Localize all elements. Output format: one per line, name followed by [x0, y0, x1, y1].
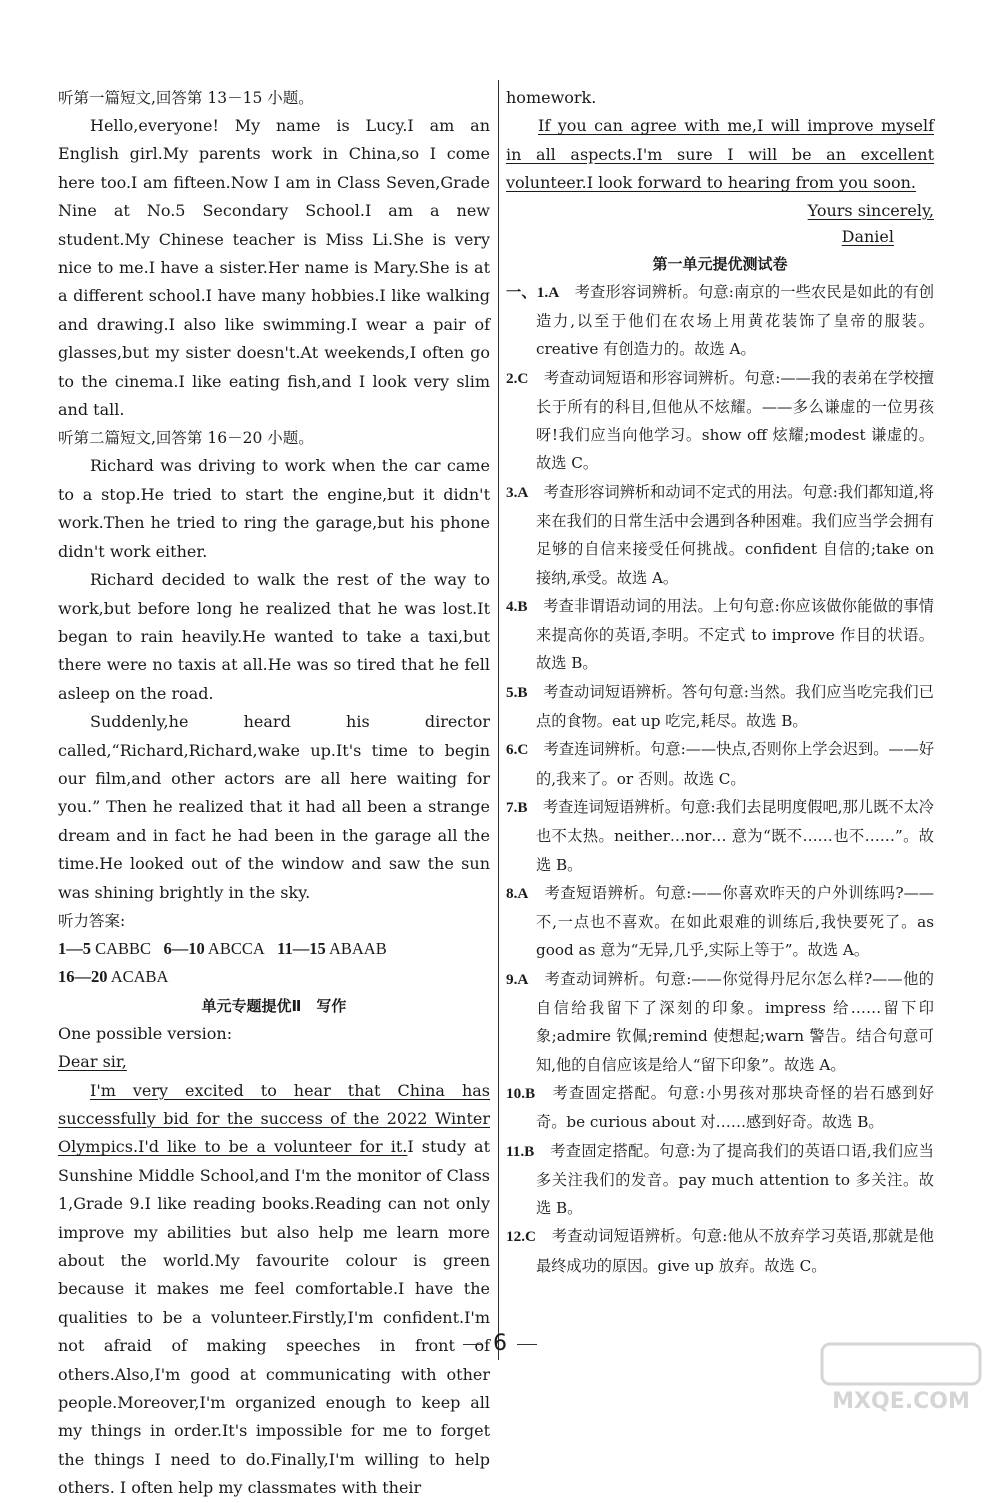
- section-title: 单元专题提优Ⅱ 写作: [201, 996, 347, 1015]
- question-number: 10.: [506, 1084, 525, 1102]
- letter-body-text: I study at Sunshine Middle School,and I'm the monitor of Class 1,Grade 9.I like reading books.Reading can not only improve my abilities but also help me learn more about the world.My favourite colour is green because it makes me feel comfortable.I have the qualities to be a volunteer.Firstly,I'm confident.I'm not afraid of making speeches in front of others.Also,I'm good at communicating with other people.Moreover,I'm organized enough to keep all my things in order.It's impossible for me to forget the things I need to do.Finally,I'm willing to help others. I often help my classmates with their: [58, 1137, 490, 1498]
- heading-passage-1: 听第一篇短文,回答第 13－15 小题。: [58, 89, 314, 107]
- explanation-text: 考查连词短语辨析。句意:我们去昆明度假吧,那儿既不太冷也不太热。neither…nor… 意为“既不……也不……”。故选 B。: [536, 797, 934, 874]
- page-number-text: 6: [493, 1331, 507, 1356]
- explanation-text: 考查形容词辨析。句意:南京的一些农民是如此的有创造力,以至于他们在农场上用黄花装饰了皇帝的服装。creative 有创造力的。故选 A。: [536, 282, 934, 359]
- passage-2-paragraph-2: Richard decided to walk the rest of the way to work,but before long he realized that he was lost.It began to rain heavily.He wanted to take a taxi,but there were no taxis at all.He was so tired that he fell asleep on the road.: [58, 570, 490, 703]
- explanation-item: [506, 965, 934, 1079]
- question-number: 3.: [506, 483, 518, 501]
- explanation-item: [506, 678, 934, 736]
- signer: [506, 224, 934, 250]
- answers-label: 听力答案:: [58, 911, 126, 930]
- question-number: 8.: [506, 884, 518, 902]
- question-answer: A: [517, 970, 529, 988]
- question-answer: B: [517, 597, 528, 615]
- explanation-text: 考查形容词辨析和动词不定式的用法。句意:我们都知道,将来在我们的日常生活中会遇到各种困难。我们应当学会拥有足够的自信来接受任何挑战。confident 自信的;take on 接纳,承受。故选 A。: [536, 482, 934, 587]
- explanation-item: [506, 592, 934, 678]
- explanation-text: 考查非谓语动词的用法。上句句意:你应该做你能做的事情来提高你的英语,李明。不定式 to improve 作目的状语。故选 B。: [536, 596, 934, 673]
- answer-key: ABCCA: [207, 938, 265, 958]
- question-answer: C: [517, 369, 529, 387]
- question-answer: C: [524, 1228, 536, 1246]
- question-number: 12.: [506, 1228, 525, 1246]
- answers-line-2: [58, 963, 490, 991]
- test-title: 第一单元提优测试卷: [652, 254, 788, 273]
- right-column: [506, 84, 934, 1280]
- passage-2-paragraph-1: Richard was driving to work when the car came to a stop.He tried to start the engine,but it didn't work.Then he tried to ring the garage,but his phone didn't work either.: [58, 456, 490, 561]
- answer-range: 16—20: [58, 967, 108, 987]
- question-number: 11.: [506, 1142, 525, 1160]
- letter-continuation: homework.: [506, 88, 597, 107]
- explanation-item: [506, 735, 934, 793]
- sign-off-text: Yours sincerely,: [807, 200, 934, 220]
- question-answer: C: [517, 741, 529, 759]
- explanation-item: [506, 1222, 934, 1280]
- answer-range: 11—15: [277, 938, 326, 958]
- explanation-item: [506, 1079, 934, 1137]
- answer-range: 6—10: [163, 938, 205, 958]
- letter-opening-underlined: I'm very excited to hear that China has successfully bid for the success of the 2022 Winter Olympics.I'd like to be a volunteer for it.: [58, 1080, 490, 1157]
- explanation-text: 考查动词短语和形容词辨析。句意:——我的表弟在学校擅长于所有的科目,但他从不炫耀。——多么谦虚的一位男孩呀!我们应当向他学习。show off 炫耀;modest 谦虚的。故选 C。: [536, 368, 934, 473]
- explanation-text: 考查短语辨析。句意:——你喜欢昨天的户外训练吗?——不,一点也不喜欢。在如此艰难的训练后,我快要死了。as good as 意为“无异,几乎,实际上等于”。故选 A。: [536, 883, 934, 960]
- question-number: 5.: [506, 683, 518, 701]
- question-answer: B: [524, 1142, 535, 1160]
- heading-passage-2: 听第二篇短文,回答第 16－20 小题。: [58, 429, 314, 448]
- answer-key: ACABA: [110, 967, 169, 987]
- answer-key: ABAAB: [328, 938, 387, 958]
- explanation-item: [506, 793, 934, 879]
- question-number: 6.: [506, 741, 518, 759]
- letter-closing: [506, 112, 934, 197]
- explanation-text: 考查固定搭配。句意:为了提高我们的英语口语,我们应当多关注我们的发音。pay much attention to 多关注。故选 B。: [536, 1141, 934, 1218]
- watermark-badge: [822, 1344, 980, 1384]
- explanation-text: 考查固定搭配。句意:小男孩对那块奇怪的岩石感到好奇。be curious about 对……感到好奇。故选 B。: [536, 1083, 934, 1132]
- question-answer: A: [517, 483, 529, 501]
- passage-2-paragraph-3: Suddenly,he heard his director called,“Richard,Richard,wake up.It's time to begin our film,and other actors are all here waiting for you.” Then he realized that it had all been a strange dream and in fact he had been in the garage all the time.He looked out of the window and saw the sun was shining brightly in the sky.: [58, 712, 490, 902]
- page-number-dash: [517, 1344, 537, 1345]
- explanation-text: 考查动词短语辨析。句意:他从不放弃学习英语,那就是他最终成功的原因。give up 放弃。故选 C。: [536, 1227, 934, 1275]
- watermark-text: MXQE.COM: [832, 1389, 970, 1414]
- explanation-text: 考查动词短语辨析。答句句意:当然。我们应当吃完我们已点的食物。eat up 吃完,耗尽。故选 B。: [536, 682, 934, 731]
- question-answer: A: [517, 884, 529, 902]
- question-answer: A: [548, 283, 560, 301]
- explanation-item: [506, 478, 934, 592]
- explanation-item: [506, 879, 934, 965]
- column-divider: [498, 80, 499, 1360]
- explanation-item: [506, 364, 934, 478]
- answer-explanations: [506, 278, 934, 1280]
- explanation-text: 考查连词辨析。句意:——快点,否则你上学会迟到。——好的,我来了。or 否则。故选 C。: [536, 740, 935, 788]
- question-answer: B: [517, 683, 528, 701]
- watermark-logo: [816, 1338, 986, 1416]
- question-answer: B: [517, 798, 528, 816]
- signer-name: Daniel: [841, 226, 894, 246]
- version-label: One possible version:: [58, 1023, 233, 1043]
- letter-closing-underlined: If you can agree with me,I will improve myself in all aspects.I'm sure I will be an excellent volunteer.I look forward to hearing from you soon.: [506, 116, 934, 193]
- explanation-item: [506, 278, 934, 364]
- salutation: [58, 1048, 490, 1076]
- salutation-text: Dear sir,: [58, 1052, 127, 1072]
- question-number: 2.: [506, 369, 518, 387]
- answer-range: 1—5: [58, 938, 91, 958]
- question-number: 7.: [506, 798, 518, 816]
- passage-1: Hello,everyone! My name is Lucy.I am an English girl.My parents work in China,so I come here too.I am fifteen.Now I am in Class Seven,Grade Nine at No.5 Secondary School.I am a new student.My Chinese teacher is Miss Li.She is very nice to me.I have a sister.Her name is Mary.She is at a different school.I have many hobbies.I like walking and drawing.I also like swimming.I wear a pair of glasses,but my sister doesn't.At weekends,I often go to the cinema.I like eating fish,and I look very slim and tall.: [58, 116, 490, 420]
- question-number: 9.: [506, 970, 518, 988]
- explanation-item: [506, 1137, 934, 1223]
- sign-off: [506, 198, 934, 224]
- left-column: [58, 84, 490, 1503]
- question-number: 一、1.: [506, 283, 549, 301]
- answer-key: CABBC: [95, 938, 152, 958]
- explanation-text: 考查动词辨析。句意:——你觉得丹尼尔怎么样?——他的自信给我留下了深刻的印象。impress 给……留下印象;admire 钦佩;remind 使想起;warn 警告。结合句意可知,他的自信应该是给人“留下印象”。故选 A。: [536, 969, 934, 1074]
- question-answer: B: [524, 1084, 536, 1102]
- page-number-dash: [463, 1344, 483, 1345]
- answers-line-1: [58, 935, 490, 963]
- letter-body: [58, 1077, 490, 1503]
- question-number: 4.: [506, 597, 518, 615]
